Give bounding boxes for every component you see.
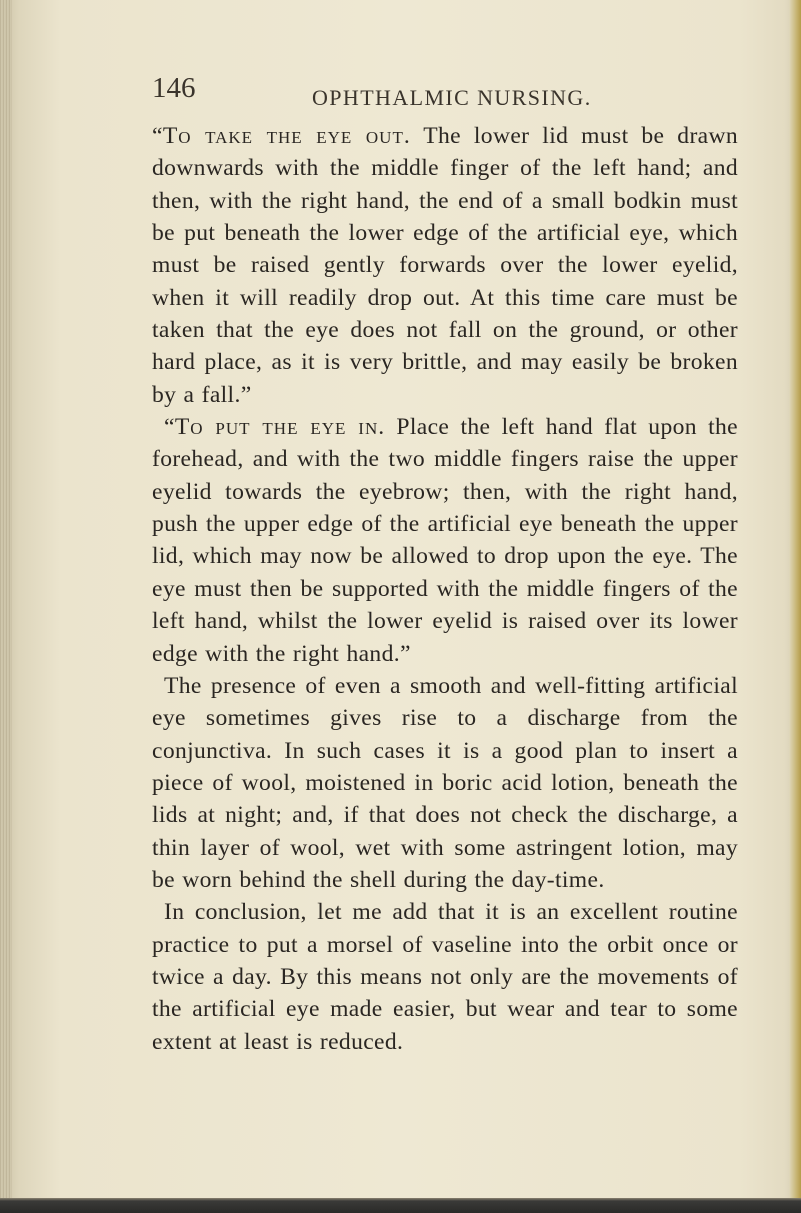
section-lead: To put the eye in.: [174, 414, 386, 441]
running-head: OPHTHALMIC NURSING.: [312, 85, 592, 110]
paragraph-conclusion: In conclusion, let me add that it is an excellent routine practice to put a morsel of vaseline into the orbit once or twice a day. By this means not only are the movements of the artificial eye made easier, but wear and tear to some extent at least is reduced.: [152, 899, 738, 1055]
bottom-scan-edge: [0, 1198, 801, 1213]
page-right-edge: [789, 0, 801, 1213]
body-text: [152, 120, 738, 1058]
paragraph-take-eye-out: [152, 120, 738, 411]
page-number: 146: [152, 72, 196, 104]
paragraph-discharge: The presence of even a smooth and well-fitting artificial eye sometimes gives rise to a discharge from the conjunctiva. In such cases it is a good plan to insert a piece of wool, moistened in boric acid lotion, beneath the lids at night; and, if that does not check the discharge, a thin layer of wool, wet with some astringent lotion, may be worn behind the shell during the day-time.: [152, 672, 738, 893]
page-binding-edge: [0, 0, 12, 1213]
paragraph-body: The lower lid must be drawn downwards with the middle finger of the left hand; and then, with the right hand, the end of a small bodkin must be put beneath the lower edge of the artificial eye, which must be raised gently forwards over the lower eyelid, when it will readily drop out. At this time care must be taken that the eye does not fall on the ground, or other hard place, as it is very brittle, and may easily be broken by a fall.”: [152, 123, 739, 408]
open-quote: “: [164, 414, 175, 441]
open-quote: “: [152, 123, 163, 149]
section-lead: To take the eye out.: [162, 123, 411, 149]
paragraph-put-eye-in: [152, 411, 738, 670]
paragraph-body: Place the left hand flat upon the forehead, and with the two middle fingers raise the upper eyelid towards the eyebrow; then, with the right hand, push the upper edge of the artificial eye beneath the upper lid, which may now be allowed to drop upon the eye. The eye must then be supported with the middle fingers of the left hand, whilst the lower eyelid is raised over its lower edge with the right hand.”: [152, 414, 739, 667]
